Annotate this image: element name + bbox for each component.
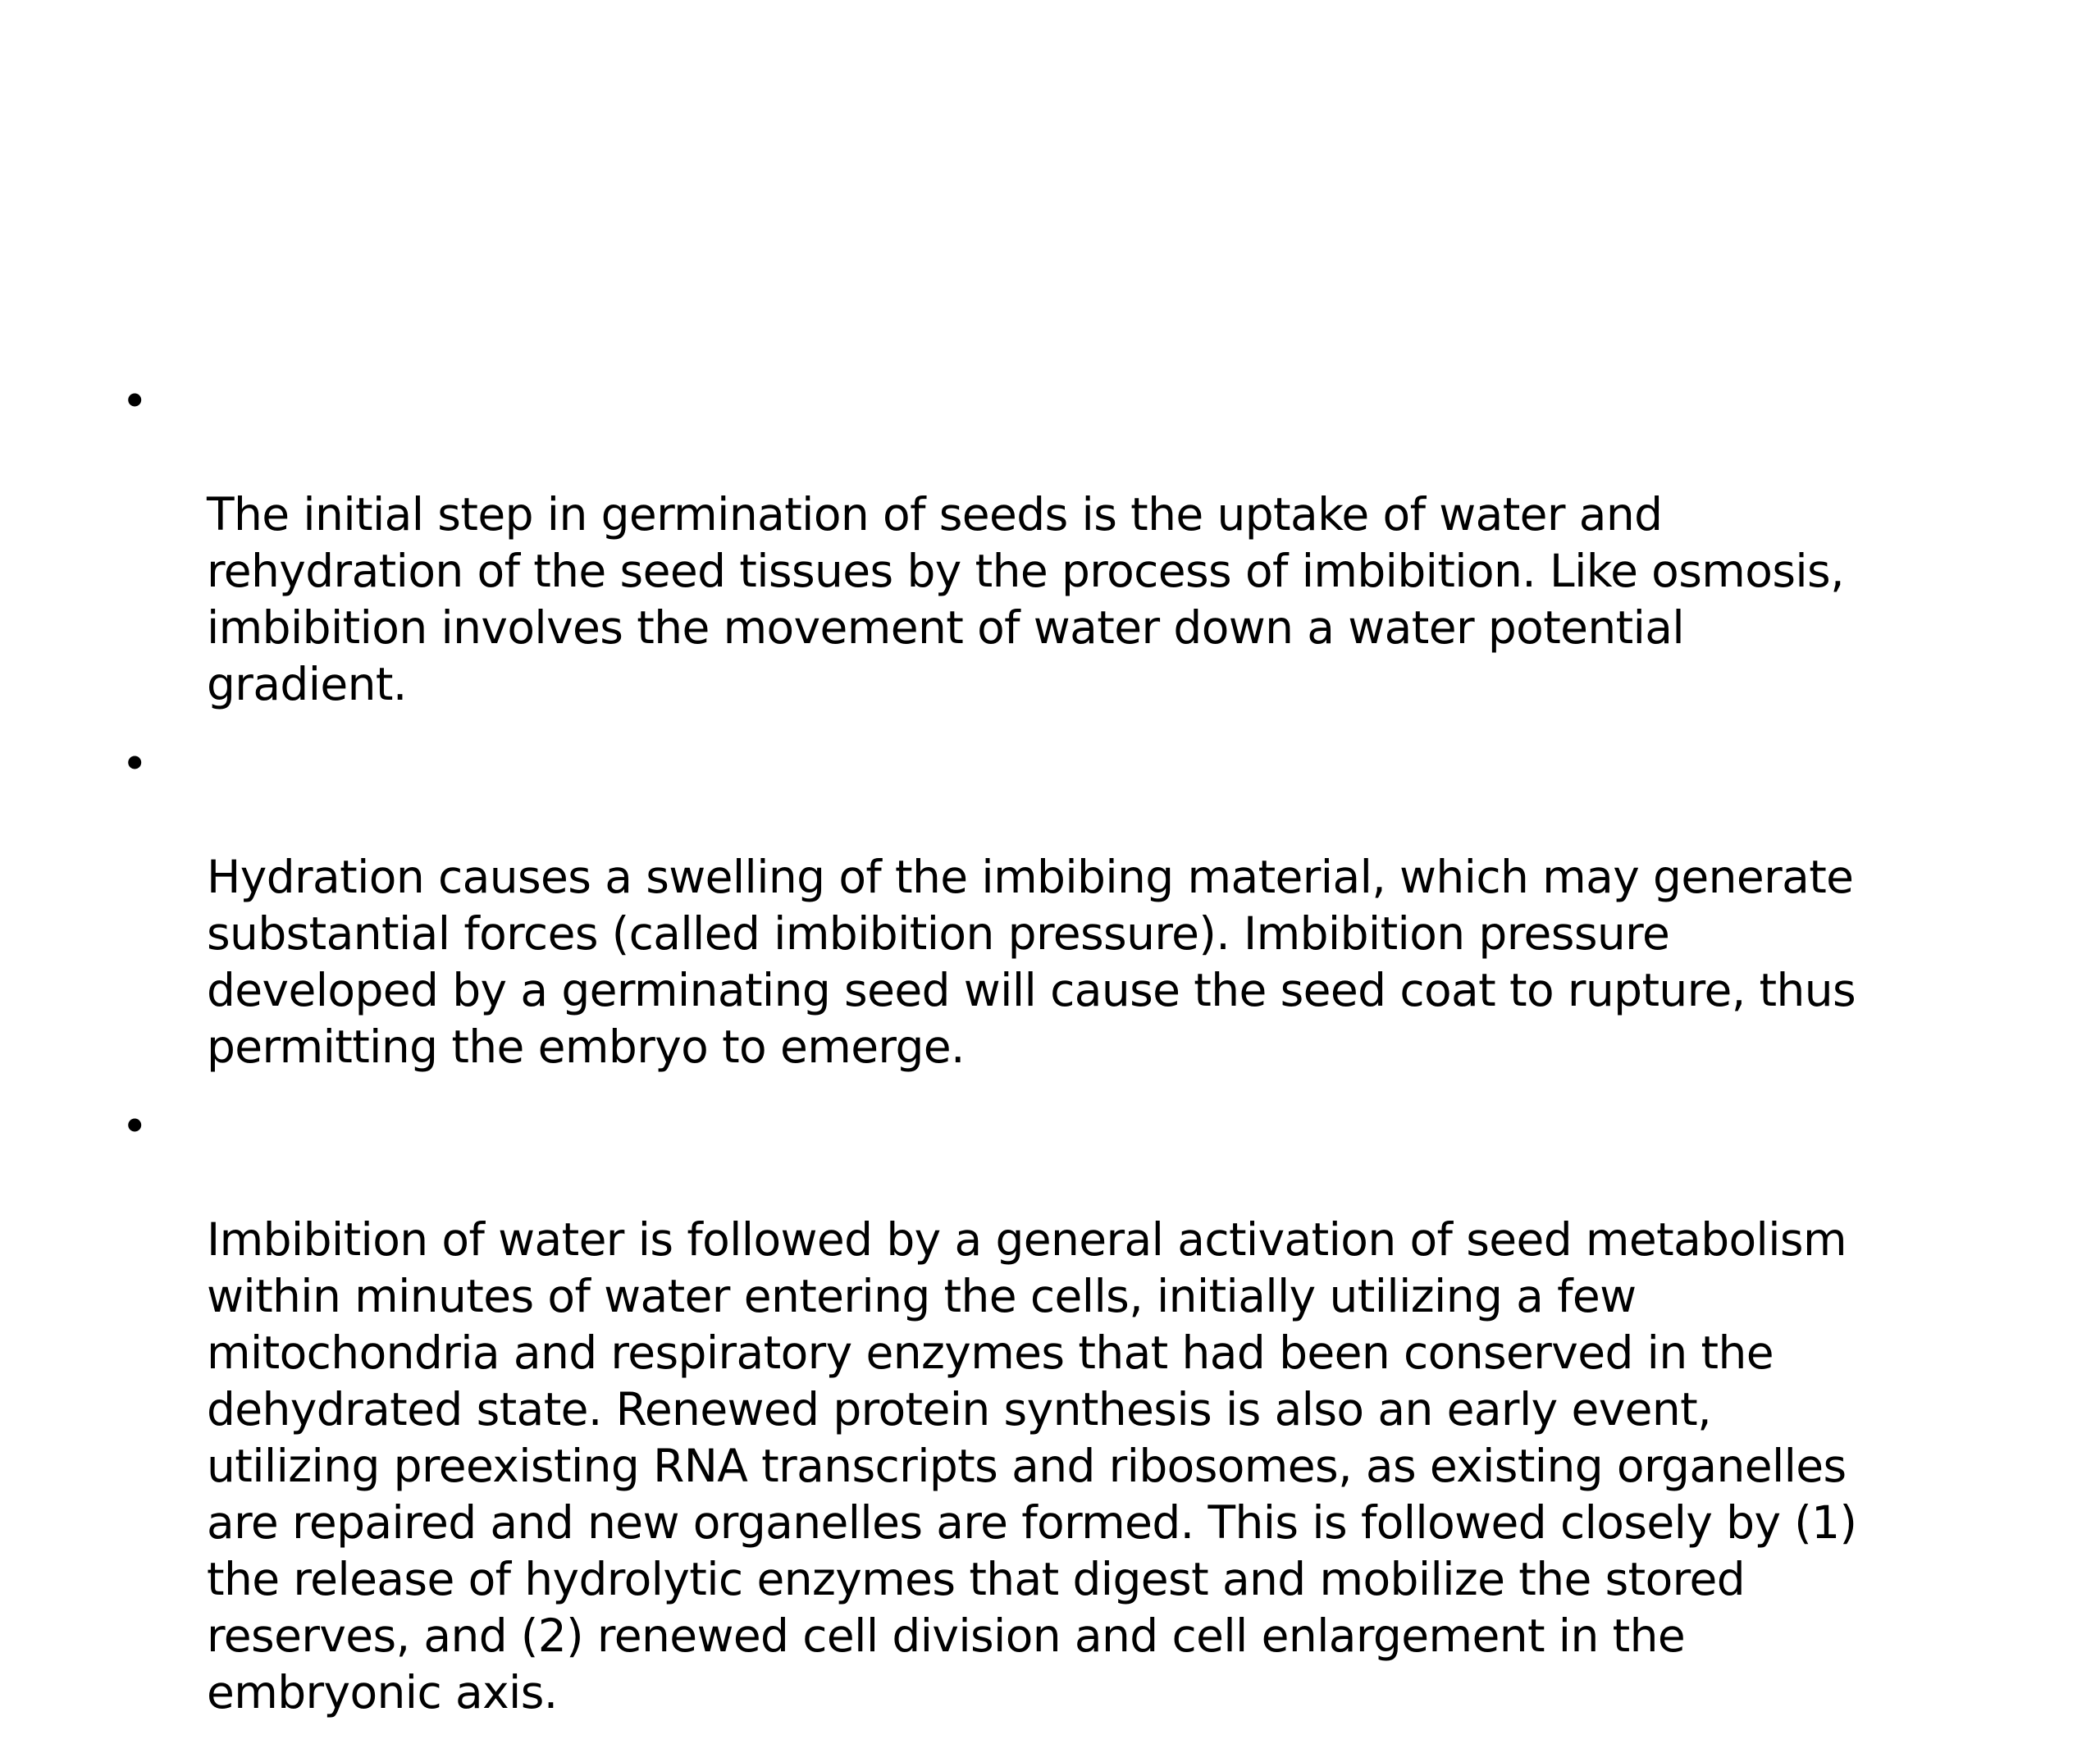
bullet-text: The initial step in germination of seeds is the uptake of water and rehydration of the seed tissues by the process of imbibition. Like osmosis, imbibition involves the movement of water down a water potential gradient.: [207, 488, 1844, 710]
bullet-icon: •: [121, 375, 148, 427]
bullet-item-hydration: [121, 736, 2008, 1075]
bullet-text: Imbibition of water is followed by a general activation of seed metabolism within minutes of water entering the cells, initially utilizing a few mitochondria and respiratory enzymes that had been conserved in the dehydrated state. Renewed protein synthesis is also an early event, utilizing preexisting RNA transcripts and ribosomes, as existing organelles are repaired and new organelles are formed. This is followed closely by (1) the release of hydrolytic enzymes that digest and mobilize the stored reserves, and (2) renewed cell division and cell enlargement in the embryonic axis.: [207, 1213, 1857, 1719]
bullet-icon: •: [121, 737, 148, 790]
bullet-text: Hydration causes a swelling of the imbibing material, which may generate substantial forces (called imbibition pressure). Imbibition pressure developed by a germinating seed will cause the seed coat to rupture, thus permitting the embryo to emerge.: [207, 851, 1856, 1073]
bullet-icon: •: [121, 1100, 148, 1153]
bullet-item-imbibition: [121, 373, 2008, 713]
bullet-list: [121, 373, 2008, 1744]
bullet-item-metabolism: [121, 1098, 2008, 1721]
